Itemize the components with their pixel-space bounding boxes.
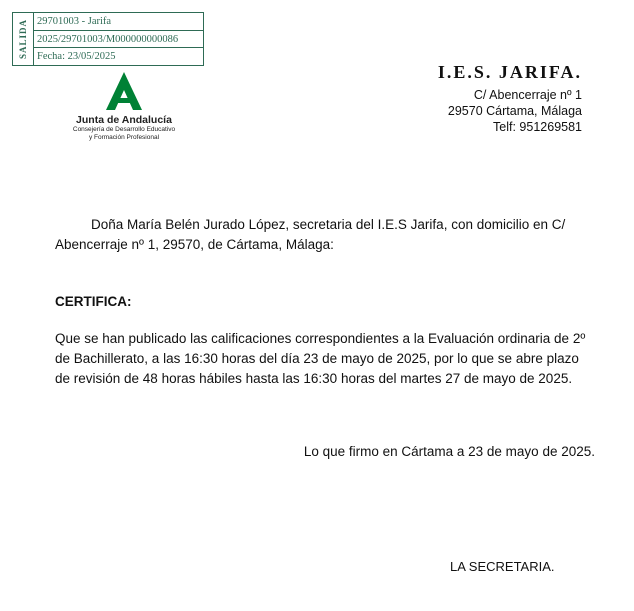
logo-subtitle-line2: y Formación Profesional [88,134,160,141]
certifica-heading: CERTIFICA: [55,294,132,309]
junta-andalucia-logo [64,70,184,142]
stamp-registry-number: 2025/29701003/M000000000086 [34,30,203,48]
signature-label: LA SECRETARIA. [450,559,555,574]
institution-name: I.E.S. JARIFA. [437,62,582,82]
logo-subtitle-line1: Consejería de Desarrollo Educativo [72,126,176,133]
registration-stamp [12,12,204,66]
institution-header [438,62,582,135]
stamp-center-code: 29701003 - Jarifa [37,16,112,27]
intro-paragraph: Doña María Belén Jurado López, secretaria del I.E.S Jarifa, con domicilio en C/ Abencerraje nº 1, 29570, de Cártama, Málaga: [55,217,566,252]
institution-phone: Telf: 951269581 [493,120,582,134]
certification-body: Que se han publicado las calificaciones correspondientes a la Evaluación ordinaria de 2º de Bachillerato, a las 16:30 horas del día 23 de mayo de 2025, por lo que se abre plazo de revisión de 48 horas hábiles hasta las 16:30 horas del martes 27 de mayo de 2025. [55,331,586,386]
institution-city: 29570 Cártama, Málaga [447,104,582,118]
stamp-side-label: SALIDA [18,18,28,60]
logo-name: Junta de Andalucía [76,114,172,126]
closing-line: Lo que firmo en Cártama a 23 de mayo de 2025. [303,444,595,459]
stamp-rows [34,13,203,65]
stamp-date: Fecha: 23/05/2025 [34,47,203,65]
stamp-side-label-box [13,13,34,65]
institution-address: C/ Abencerraje nº 1 [473,88,582,102]
junta-logo-icon [102,70,146,112]
